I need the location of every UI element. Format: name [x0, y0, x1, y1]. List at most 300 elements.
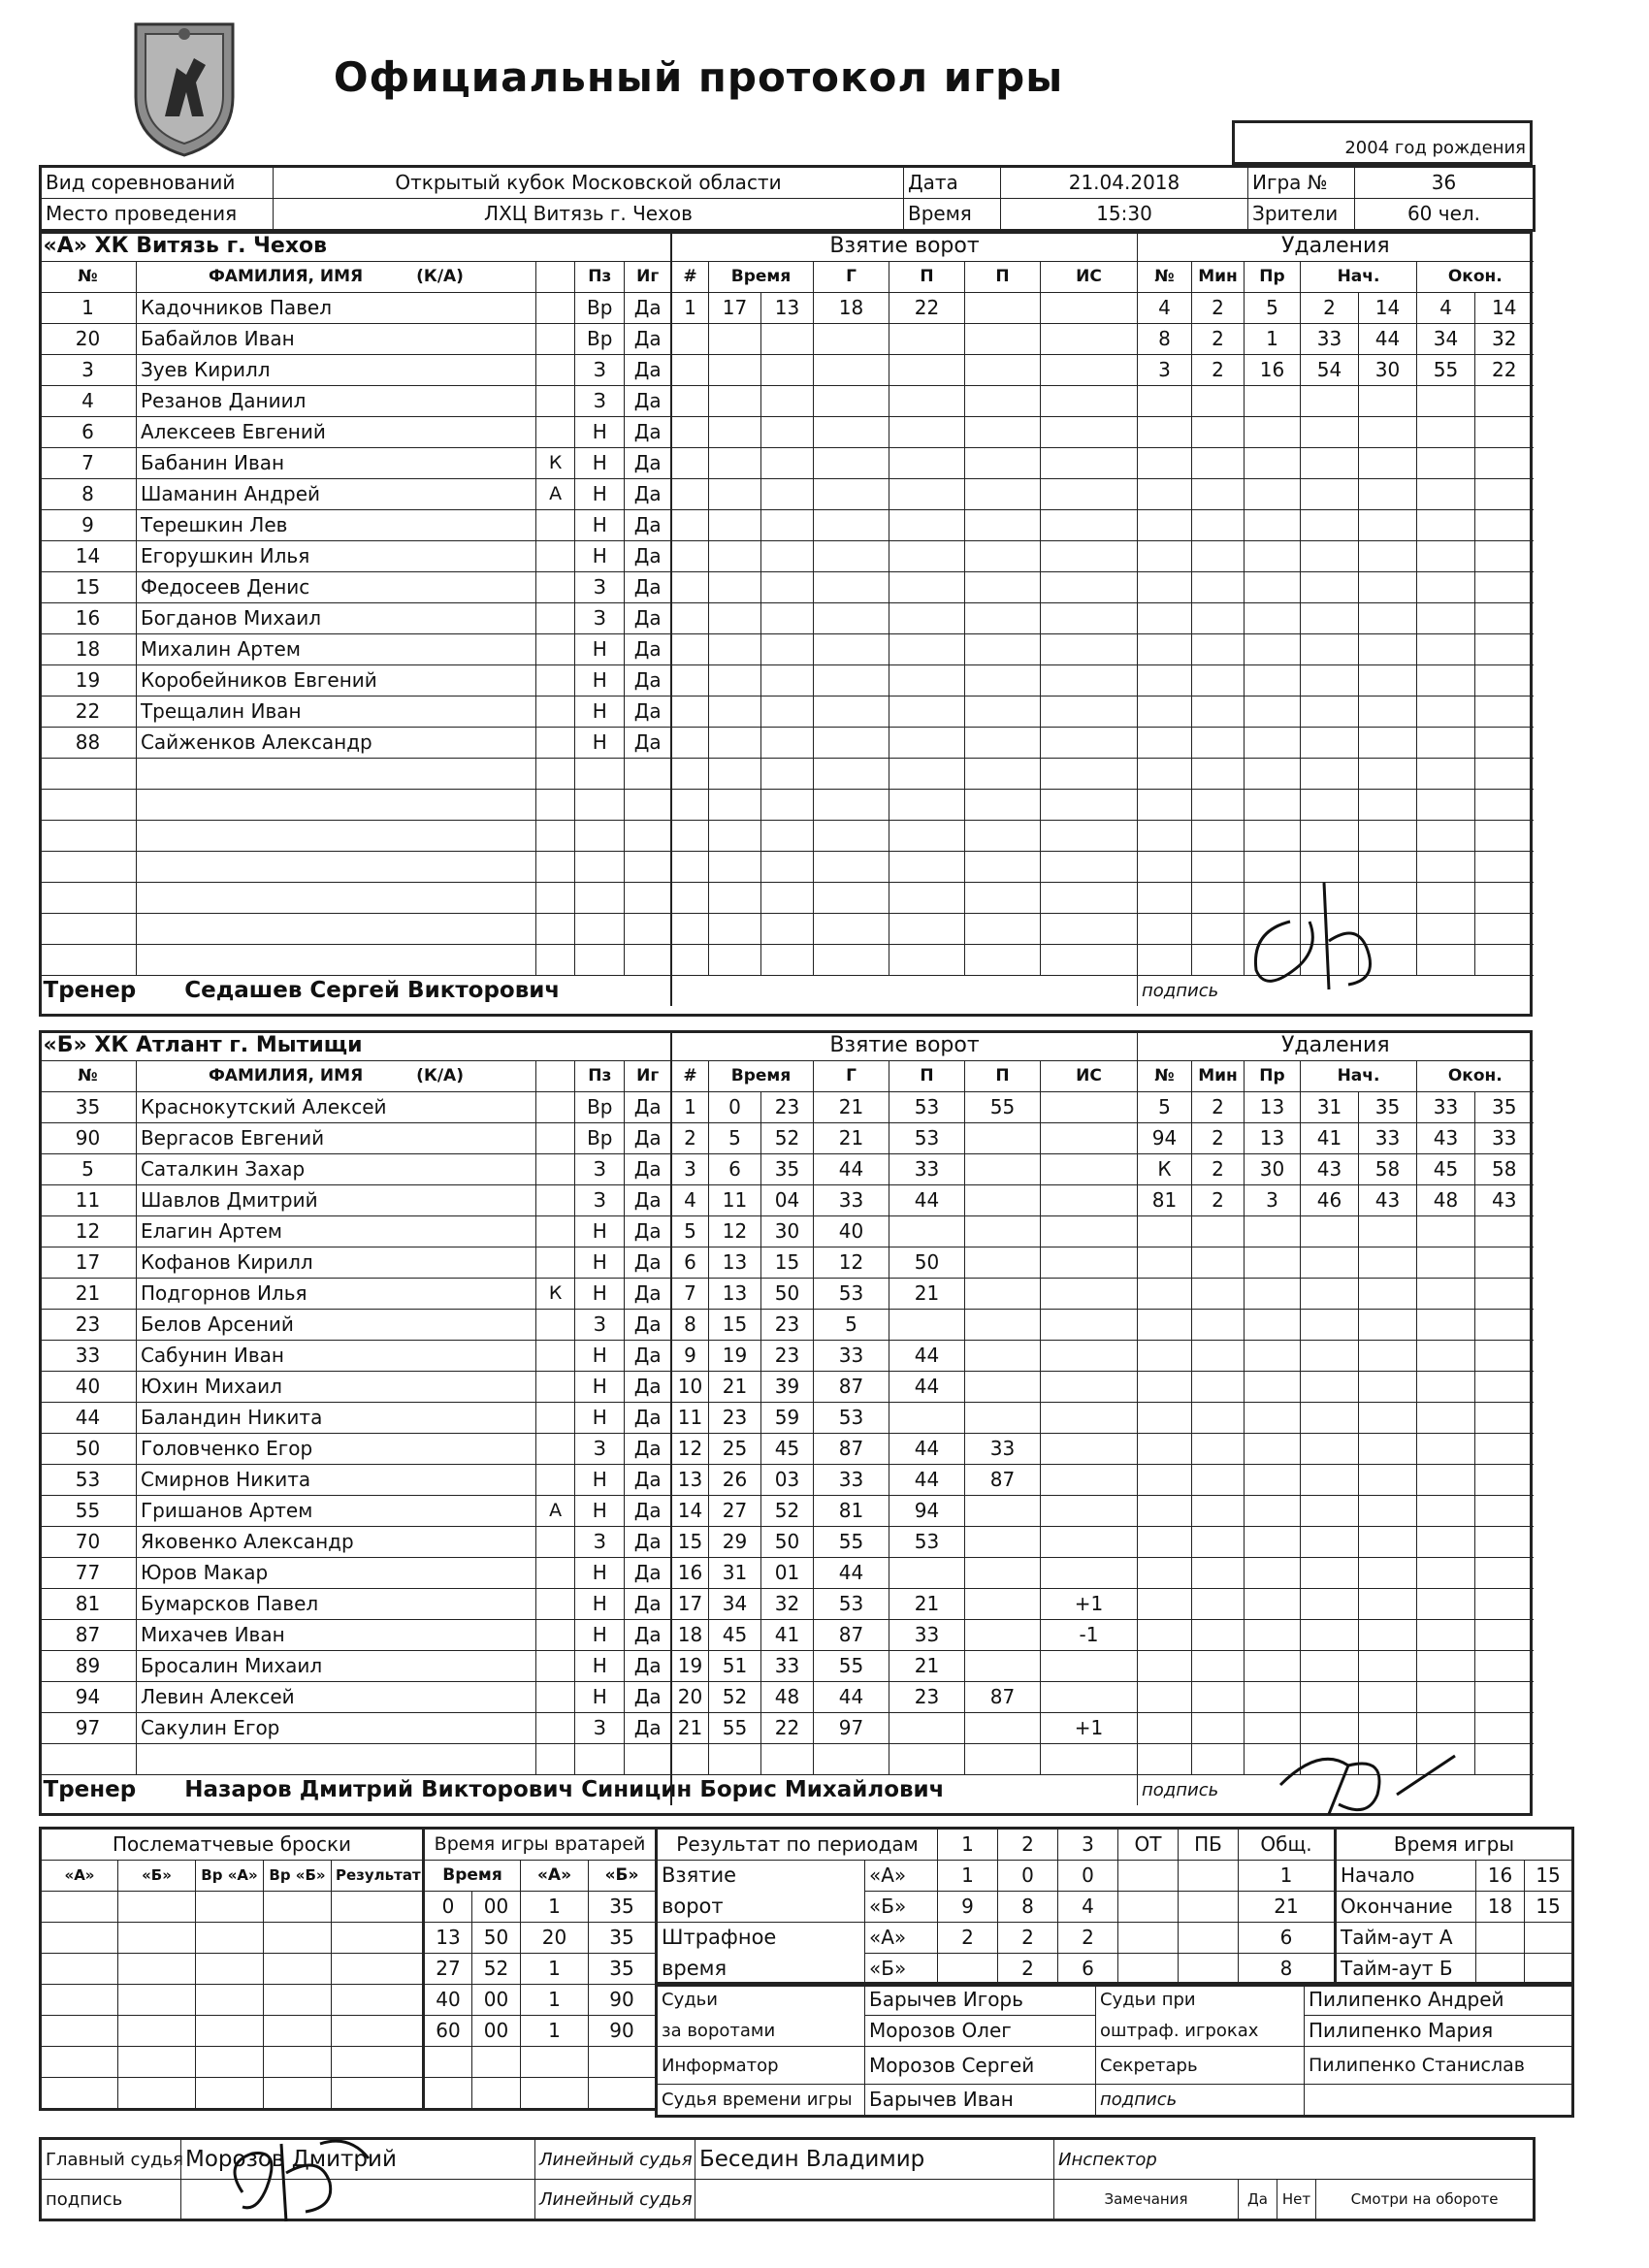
player-played: Да [625, 697, 671, 728]
goal-scorer: 21 [814, 1092, 889, 1123]
spectators-label: Зрители [1248, 199, 1355, 231]
penalty-judges-label-2: оштраф. игроках [1096, 2016, 1305, 2047]
goal-situation [1041, 1434, 1138, 1465]
penalty-start-sec: 44 [1359, 324, 1417, 355]
goal-minute: 19 [709, 1341, 761, 1372]
goal-assist-1: 21 [889, 1651, 965, 1682]
player-position: Н [575, 1589, 625, 1620]
goal-row [672, 1372, 1138, 1403]
player-played: Да [625, 603, 671, 634]
player-role [535, 634, 574, 665]
goal-situation [1041, 1216, 1138, 1247]
goal-assist-2 [965, 293, 1041, 324]
player-played: Да [625, 1496, 671, 1527]
goal-situation [1041, 1372, 1138, 1403]
goal-assist-2: 87 [965, 1682, 1041, 1713]
player-name: Коробейников Евгений [136, 665, 535, 697]
penalty-minutes: 2 [1192, 1092, 1245, 1123]
goal-assist-2 [965, 1247, 1041, 1279]
player-name: Михачев Иван [136, 1620, 535, 1651]
penalty-row [1138, 1154, 1534, 1185]
period-row-label: время [657, 1954, 865, 1986]
goal-assist-2 [965, 1310, 1041, 1341]
player-role [535, 293, 574, 324]
penalty-start-sec: 33 [1359, 1123, 1417, 1154]
period-team: «Б» [865, 1954, 938, 1986]
player-name: Резанов Даниил [136, 386, 535, 417]
player-name: Терешкин Лев [136, 510, 535, 541]
player-role [535, 386, 574, 417]
player-number: 12 [40, 1216, 137, 1247]
goal-row [672, 1154, 1138, 1185]
player-played: Да [625, 572, 671, 603]
period-value: 2 [1058, 1923, 1118, 1954]
player-number: 40 [40, 1372, 137, 1403]
goal-assist-2: 87 [965, 1465, 1041, 1496]
period-row-label: Штрафное [657, 1923, 865, 1954]
goal-scorer: 53 [814, 1279, 889, 1310]
player-played: Да [625, 1682, 671, 1713]
goal-judge-2: Морозов Олег [865, 2016, 1096, 2047]
secretary-label: Секретарь [1096, 2047, 1305, 2085]
penalty-row [1138, 1092, 1534, 1123]
gk-a: 1 [521, 1985, 589, 2016]
goal-assist-1: 33 [889, 1154, 965, 1185]
goal-minute: 5 [709, 1123, 761, 1154]
start-minute: 15 [1525, 1861, 1573, 1892]
player-role [535, 1682, 574, 1713]
gk-b: 35 [589, 1892, 657, 1923]
player-row [40, 1558, 671, 1589]
player-number: 3 [40, 355, 137, 386]
goal-second: 23 [761, 1092, 814, 1123]
goal-scorer: 5 [814, 1310, 889, 1341]
penalty-end-sec: 32 [1475, 324, 1534, 355]
date: 21.04.2018 [1001, 167, 1248, 199]
player-role: А [535, 1496, 574, 1527]
player-name: Подгорнов Илья [136, 1279, 535, 1310]
team-title: «Б» ХК Атлант г. Мытищи [40, 1030, 671, 1061]
col-name [136, 262, 535, 293]
period-col: 2 [998, 1829, 1058, 1861]
goal-assist-1 [889, 1310, 965, 1341]
penalty-minutes: 2 [1192, 324, 1245, 355]
player-row [40, 510, 671, 541]
col-min: Мин [1192, 1061, 1245, 1092]
goal-number: 21 [672, 1713, 709, 1744]
penalty-end-min: 4 [1417, 293, 1475, 324]
player-name: Вергасов Евгений [136, 1123, 535, 1154]
penalty-player: 4 [1138, 293, 1192, 324]
player-row [40, 541, 671, 572]
goal-second: 35 [761, 1154, 814, 1185]
game-time-table [1334, 1827, 1574, 1987]
penalty-minutes: 2 [1192, 355, 1245, 386]
team_b-goals [671, 1030, 1138, 1805]
game-label: Игра № [1248, 167, 1355, 199]
col-p2: П [965, 1061, 1041, 1092]
player-number: 16 [40, 603, 137, 634]
player-name: Алексеев Евгений [136, 417, 535, 448]
player-number: 97 [40, 1713, 137, 1744]
goal-number: 2 [672, 1123, 709, 1154]
player-role [535, 324, 574, 355]
goal-second: 39 [761, 1372, 814, 1403]
goal-row [672, 1123, 1138, 1154]
col-name [136, 1061, 535, 1092]
period-value [1179, 1892, 1239, 1923]
gk-row [424, 2016, 657, 2047]
goal-minute: 31 [709, 1558, 761, 1589]
goal-situation: +1 [1041, 1589, 1138, 1620]
period-row-label: ворот [657, 1892, 865, 1923]
goal-row [672, 1651, 1138, 1682]
player-name: Сакулин Егор [136, 1713, 535, 1744]
goal-situation [1041, 1154, 1138, 1185]
goalkeeper-time-table [422, 1827, 658, 2111]
goal-row [672, 1434, 1138, 1465]
goal-row [672, 1185, 1138, 1216]
player-played: Да [625, 1558, 671, 1589]
player-name: Бабанин Иван [136, 448, 535, 479]
col-hash: # [672, 1061, 709, 1092]
player-row [40, 665, 671, 697]
player-position: Вр [575, 293, 625, 324]
player-position: З [575, 1154, 625, 1185]
player-played: Да [625, 1154, 671, 1185]
player-name: Кадочников Павел [136, 293, 535, 324]
period-value: 2 [938, 1923, 998, 1954]
player-number: 22 [40, 697, 137, 728]
goal-second: 59 [761, 1403, 814, 1434]
col-played: Иг [625, 262, 671, 293]
penalty-minutes: 2 [1192, 293, 1245, 324]
goal-situation [1041, 1496, 1138, 1527]
player-name: Юров Макар [136, 1558, 535, 1589]
period-value: 21 [1239, 1892, 1336, 1923]
team-title: «А» ХК Витязь г. Чехов [40, 231, 671, 262]
timeout-b-label: Тайм-аут Б [1336, 1954, 1476, 1986]
player-position: Н [575, 1620, 625, 1651]
coach-name: Назаров Дмитрий Викторович Синицин Борис Михайлович [184, 1777, 945, 1802]
goal-assist-1: 44 [889, 1341, 965, 1372]
goal-row [672, 1403, 1138, 1434]
player-row [40, 728, 671, 759]
player-played: Да [625, 355, 671, 386]
period-value [938, 1954, 998, 1986]
player-position: Вр [575, 1092, 625, 1123]
gk-a: 1 [521, 1954, 589, 1985]
penalty-start-min: 43 [1301, 1154, 1359, 1185]
player-row [40, 634, 671, 665]
penalty-end-min: 48 [1417, 1185, 1475, 1216]
player-position: Н [575, 1372, 625, 1403]
player-role [535, 572, 574, 603]
player-name: Егорушкин Илья [136, 541, 535, 572]
player-number: 70 [40, 1527, 137, 1558]
player-position: З [575, 386, 625, 417]
penalty-reason: 30 [1245, 1154, 1301, 1185]
player-row [40, 417, 671, 448]
penalty-row [1138, 293, 1534, 324]
goal-assist-2 [965, 1713, 1041, 1744]
penalty-player: 94 [1138, 1123, 1192, 1154]
goal-situation [1041, 1247, 1138, 1279]
goal-second: 03 [761, 1465, 814, 1496]
header-table [39, 165, 1536, 232]
player-played: Да [625, 1465, 671, 1496]
col-start: Нач. [1301, 1061, 1417, 1092]
col-end: Окон. [1417, 262, 1534, 293]
player-position: Н [575, 634, 625, 665]
penalties-title: Удаления [1138, 231, 1534, 262]
goal-number: 17 [672, 1589, 709, 1620]
col-name-label: ФАМИЛИЯ, ИМЯ [208, 1066, 364, 1085]
player-position: Н [575, 1496, 625, 1527]
player-row [40, 448, 671, 479]
end-minute: 15 [1525, 1892, 1573, 1923]
goal-minute: 13 [709, 1247, 761, 1279]
player-row [40, 1123, 671, 1154]
player-number: 21 [40, 1279, 137, 1310]
penalty-start-min: 41 [1301, 1123, 1359, 1154]
player-role [535, 1434, 574, 1465]
goal-second: 13 [761, 293, 814, 324]
timekeeper: Барычев Иван [865, 2085, 1096, 2117]
player-name: Головченко Егор [136, 1434, 535, 1465]
linesman-2 [695, 2180, 1054, 2220]
player-name: Баландин Никита [136, 1403, 535, 1434]
goal-assist-1: 44 [889, 1465, 965, 1496]
player-position: Н [575, 1651, 625, 1682]
player-role [535, 1651, 574, 1682]
goal-scorer: 81 [814, 1496, 889, 1527]
player-name: Шаманин Андрей [136, 479, 535, 510]
player-row [40, 293, 671, 324]
goal-situation [1041, 1185, 1138, 1216]
goal-second: 04 [761, 1185, 814, 1216]
player-name: Трещалин Иван [136, 697, 535, 728]
period-row [657, 1892, 1336, 1923]
player-row [40, 1247, 671, 1279]
period-value [1179, 1861, 1239, 1892]
player-role [535, 1154, 574, 1185]
coach-a-signature [1232, 863, 1397, 1019]
goal-assist-1: 53 [889, 1123, 965, 1154]
player-role [535, 1123, 574, 1154]
player-played: Да [625, 1310, 671, 1341]
player-position: З [575, 355, 625, 386]
goal-assist-2 [965, 1372, 1041, 1403]
player-role [535, 1372, 574, 1403]
col-ka-label: (К/А) [416, 1066, 464, 1085]
goal-assist-1: 22 [889, 293, 965, 324]
penalty-start-sec: 30 [1359, 355, 1417, 386]
period-col: Общ. [1239, 1829, 1336, 1861]
goal-assist-1: 50 [889, 1247, 965, 1279]
player-role [535, 1465, 574, 1496]
page-title: Официальный протокол игры [333, 53, 1064, 101]
goal-scorer: 33 [814, 1465, 889, 1496]
player-row [40, 355, 671, 386]
penalty-row [1138, 1185, 1534, 1216]
goal-assist-2 [965, 1403, 1041, 1434]
player-number: 7 [40, 448, 137, 479]
goal-row [672, 1341, 1138, 1372]
player-number: 11 [40, 1185, 137, 1216]
penalty-minutes: 2 [1192, 1154, 1245, 1185]
player-role [535, 1620, 574, 1651]
gk-a: 1 [521, 1892, 589, 1923]
player-position: З [575, 1713, 625, 1744]
player-row [40, 1713, 671, 1744]
goal-scorer: 33 [814, 1185, 889, 1216]
goal-assist-2 [965, 1185, 1041, 1216]
col-hash: # [672, 262, 709, 293]
penalty-judges-label-1: Судьи при [1096, 1984, 1305, 2016]
period-value: 2 [998, 1923, 1058, 1954]
goal-assist-1 [889, 1216, 965, 1247]
shootout-col: Результат [332, 1861, 424, 1892]
penalty-end-min: 33 [1417, 1092, 1475, 1123]
player-row [40, 1216, 671, 1247]
goal-assist-2 [965, 1620, 1041, 1651]
player-name: Сабунин Иван [136, 1341, 535, 1372]
goal-assist-1: 53 [889, 1092, 965, 1123]
player-name: Богданов Михаил [136, 603, 535, 634]
player-name: Бабайлов Иван [136, 324, 535, 355]
player-role [535, 1310, 574, 1341]
penalty-row [1138, 324, 1534, 355]
gk-col-b: «Б» [589, 1861, 657, 1892]
player-role [535, 1403, 574, 1434]
goal-minute: 34 [709, 1589, 761, 1620]
gk-second: 00 [472, 1985, 521, 2016]
period-value: 6 [1239, 1923, 1336, 1954]
player-name: Федосеев Денис [136, 572, 535, 603]
goal-second: 50 [761, 1527, 814, 1558]
penalty-row [1138, 355, 1534, 386]
goal-number: 6 [672, 1247, 709, 1279]
penalty-end-sec: 14 [1475, 293, 1534, 324]
penalty-judge-1: Пилипенко Андрей [1305, 1984, 1573, 2016]
player-position: Н [575, 697, 625, 728]
goal-second: 30 [761, 1216, 814, 1247]
player-position: Н [575, 510, 625, 541]
player-played: Да [625, 541, 671, 572]
goal-assist-1: 53 [889, 1527, 965, 1558]
period-col: 1 [938, 1829, 998, 1861]
linesman-label-1: Линейный судья [535, 2139, 695, 2180]
player-row [40, 1185, 671, 1216]
penalty-start-min: 46 [1301, 1185, 1359, 1216]
goal-situation [1041, 1092, 1138, 1123]
player-number: 23 [40, 1310, 137, 1341]
player-position: З [575, 603, 625, 634]
col-pr: Пр [1245, 1061, 1301, 1092]
player-position: Н [575, 541, 625, 572]
penalty-start-sec: 43 [1359, 1185, 1417, 1216]
venue-label: Место проведения [41, 199, 274, 231]
period-row [657, 1861, 1336, 1892]
goal-row [672, 1620, 1138, 1651]
goal-situation [1041, 1682, 1138, 1713]
team_b-penalties [1137, 1030, 1534, 1805]
penalty-judge-2: Пилипенко Мария [1305, 2016, 1573, 2047]
goal-situation [1041, 293, 1138, 324]
penalty-end-min: 43 [1417, 1123, 1475, 1154]
col-p1: П [889, 1061, 965, 1092]
player-number: 15 [40, 572, 137, 603]
penalty-start-min: 31 [1301, 1092, 1359, 1123]
goal-row [672, 1216, 1138, 1247]
coach-b-signature [1261, 1736, 1474, 1824]
player-row [40, 603, 671, 634]
goal-number: 18 [672, 1620, 709, 1651]
goal-assist-2: 55 [965, 1092, 1041, 1123]
goal-scorer: 55 [814, 1527, 889, 1558]
player-position: З [575, 1185, 625, 1216]
player-name: Сайженков Александр [136, 728, 535, 759]
player-position: З [575, 1434, 625, 1465]
period-value [1179, 1954, 1239, 1986]
col-no: № [40, 262, 137, 293]
goal-number: 1 [672, 1092, 709, 1123]
chief-signature-label: подпись [41, 2180, 181, 2220]
shootout-col: Вр «Б» [264, 1861, 332, 1892]
goal-minute: 0 [709, 1092, 761, 1123]
goal-assist-1: 23 [889, 1682, 965, 1713]
player-position: Вр [575, 1123, 625, 1154]
goal-minute: 27 [709, 1496, 761, 1527]
goal-number: 8 [672, 1310, 709, 1341]
goal-second: 01 [761, 1558, 814, 1589]
player-position: Н [575, 1558, 625, 1589]
player-number: 5 [40, 1154, 137, 1185]
coach-row [40, 976, 671, 1007]
period-row [657, 1923, 1336, 1954]
col-no: № [40, 1061, 137, 1092]
player-row [40, 1434, 671, 1465]
shootout-col: «Б» [118, 1861, 196, 1892]
date-label: Дата [904, 167, 1001, 199]
goal-minute: 26 [709, 1465, 761, 1496]
player-position: Н [575, 417, 625, 448]
player-row [40, 1403, 671, 1434]
goal-situation: +1 [1041, 1713, 1138, 1744]
player-name: Зуев Кирилл [136, 355, 535, 386]
player-played: Да [625, 448, 671, 479]
goal-minute: 6 [709, 1154, 761, 1185]
col-g: Г [814, 1061, 889, 1092]
period-value: 9 [938, 1892, 998, 1923]
goal-judge-1: Барычев Игорь [865, 1984, 1096, 2016]
period-value [1118, 1954, 1179, 1986]
goal-judges-label-1: Судьи [657, 1984, 865, 2016]
goal-number: 19 [672, 1651, 709, 1682]
col-pr: Пр [1245, 262, 1301, 293]
player-role [535, 603, 574, 634]
informer-label: Информатор [657, 2047, 865, 2085]
goal-number: 5 [672, 1216, 709, 1247]
game-time-title: Время игры [1336, 1829, 1573, 1861]
player-row [40, 1372, 671, 1403]
player-played: Да [625, 1713, 671, 1744]
player-played: Да [625, 1092, 671, 1123]
penalty-end-min: 34 [1417, 324, 1475, 355]
goals-title: Взятие ворот [672, 231, 1138, 262]
goal-assist-1: 21 [889, 1279, 965, 1310]
